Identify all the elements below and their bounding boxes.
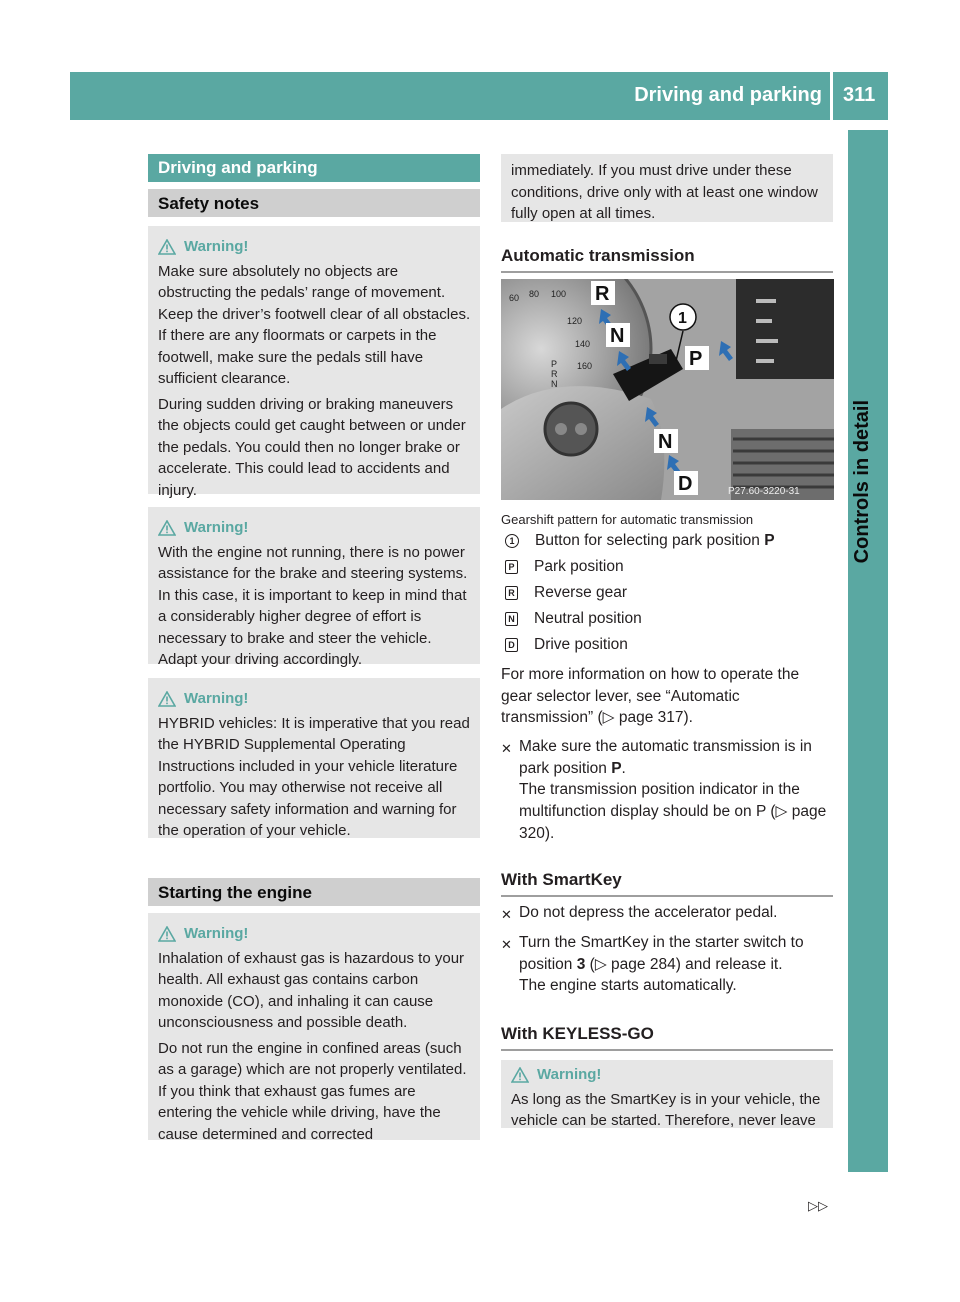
section-title: Driving and parking [148,154,480,182]
svg-text:P: P [551,359,558,369]
page-number: 311 [843,84,876,106]
legend-item [501,528,833,554]
step-text: Do not depress the accelerator pedal. [519,904,778,921]
svg-text:R: R [551,369,558,379]
step-text: Turn the SmartKey in the starter switch to position 3 (▷ page 284) and release it. The engine starts automatically. [519,934,804,995]
step-text: Make sure the automatic transmission is in park position P. The transmission position indicator in the multifunction display should be on P (▷ page 320). [519,738,827,842]
warning-box-3 [148,678,480,838]
warning-text: Make sure absolutely no objects are obstructing the pedals’ range of movement. Keep the driver’s footwell clear of all obstacles. If there are any floormats or carpets in the footwell, make sure the pedals still have sufficient clearance. [158,262,471,387]
photo-code: P27.60-3220-31 [728,486,800,497]
warning-triangle-icon [158,520,176,536]
warning-text: As long as the SmartKey is in your vehicle, the vehicle can be started. Therefore, never leave [511,1090,821,1129]
legend-text: Neutral position [534,610,642,627]
starting-engine-title: Starting the engine [148,878,480,906]
header-title: Driving and parking [634,84,822,106]
photo-caption: Gearshift pattern for automatic transmission [501,512,754,527]
step-arrow-icon: ✕ [501,907,512,922]
instruction-step [501,736,833,845]
warning-triangle-icon [158,926,176,942]
legend-text: Button for selecting park position P [535,532,775,549]
warning-heading [158,236,472,258]
warning-label: Warning! [184,238,249,255]
automatic-transmission-title: Automatic transmission [501,246,833,273]
warning-label: Warning! [184,690,249,707]
warning-text: immediately. If you must drive under these conditions, drive only with at least one window fully open at all times. [511,162,818,222]
warning-box-4 [148,913,480,1143]
gearshift-illustration [501,279,834,500]
step-arrow-icon: ✕ [501,937,512,952]
warning-text: With the engine not running, there is no power assistance for the brake and steering systems. In this case, it is important to keep in mind that a considerably higher degree of effort is necessary to brake and steer the vehicle. Adapt your driving accordingly. [158,543,468,668]
warning-heading [158,517,472,539]
svg-text:140: 140 [575,339,591,349]
warning-text: Inhalation of exhaust gas is hazardous to your health. All exhaust gas contains carbon monoxide (CO), and inhaling it can cause unconsciousness and possible death. [158,949,465,1031]
warning-label: Warning! [184,519,249,536]
warning-label: Warning! [537,1066,602,1083]
legend-key: R [505,586,518,600]
warning-triangle-icon [158,691,176,707]
legend-key: 1 [505,534,519,548]
warning-box-1 [148,226,480,499]
svg-text:160: 160 [577,361,593,371]
side-tab-label: Controls in detail [851,400,873,564]
legend-text: Drive position [534,636,628,653]
legend-item [501,580,833,606]
warning-text: During sudden driving or braking maneuvers the objects could get caught between or under the pedals. You could then no longer brake or accelerate. This could lead to accidents and injury. [158,395,466,499]
warning-box-5 [501,1060,833,1128]
legend-key: N [505,612,518,626]
gear-letter-r: R [595,283,610,305]
warning-triangle-icon [511,1067,529,1083]
instruction-step [501,932,833,997]
legend-item [501,554,833,580]
legend-list [501,528,833,658]
legend-item [501,632,833,658]
subsection-title: Safety notes [148,189,480,217]
legend-text: Park position [534,558,624,575]
smartkey-title: With SmartKey [501,870,833,897]
svg-text:60: 60 [509,293,520,303]
svg-text:120: 120 [567,316,583,326]
svg-text:N: N [551,379,558,389]
gear-letter-p: P [689,348,703,370]
legend-key: D [505,638,518,652]
continued-warning-box [501,154,833,222]
legend-text: Reverse gear [534,584,628,601]
warning-box-2 [148,507,480,668]
keyless-go-title: With KEYLESS-GO [501,1024,833,1051]
step-arrow-icon: ✕ [501,741,512,756]
svg-text:100: 100 [551,289,567,299]
gear-letter-d: D [678,473,693,495]
warning-heading [158,923,472,945]
warning-label: Warning! [184,925,249,942]
more-info-text: For more information on how to operate the gear selector lever, see “Automatic transmission” (▷ page 317). [501,666,800,727]
warning-text: HYBRID vehicles: It is imperative that you read the HYBRID Supplemental Operating Instructions included in your vehicle literature portfolio. You may otherwise not receive all necessary safety information and warning for the operation of your vehicle. [158,714,470,839]
header-divider [830,72,833,120]
svg-text:80: 80 [529,289,540,299]
instruction-step [501,902,833,926]
gear-letter-n2: N [658,431,673,453]
warning-triangle-icon [158,239,176,255]
gearshift-photo [501,279,834,500]
side-tab [848,130,888,1172]
legend-item [501,606,833,632]
callout-1-label: 1 [678,310,687,327]
warning-heading [511,1064,825,1086]
warning-text: Do not run the engine in confined areas (such as a garage) which are not properly ventilated. If you think that exhaust gas fumes are entering the vehicle while driving, have the cause determined and corrected [158,1039,467,1143]
warning-heading [158,688,472,710]
legend-key: P [505,560,518,574]
gear-letter-n: N [610,325,625,347]
continue-mark: ▷▷ [808,1198,828,1213]
